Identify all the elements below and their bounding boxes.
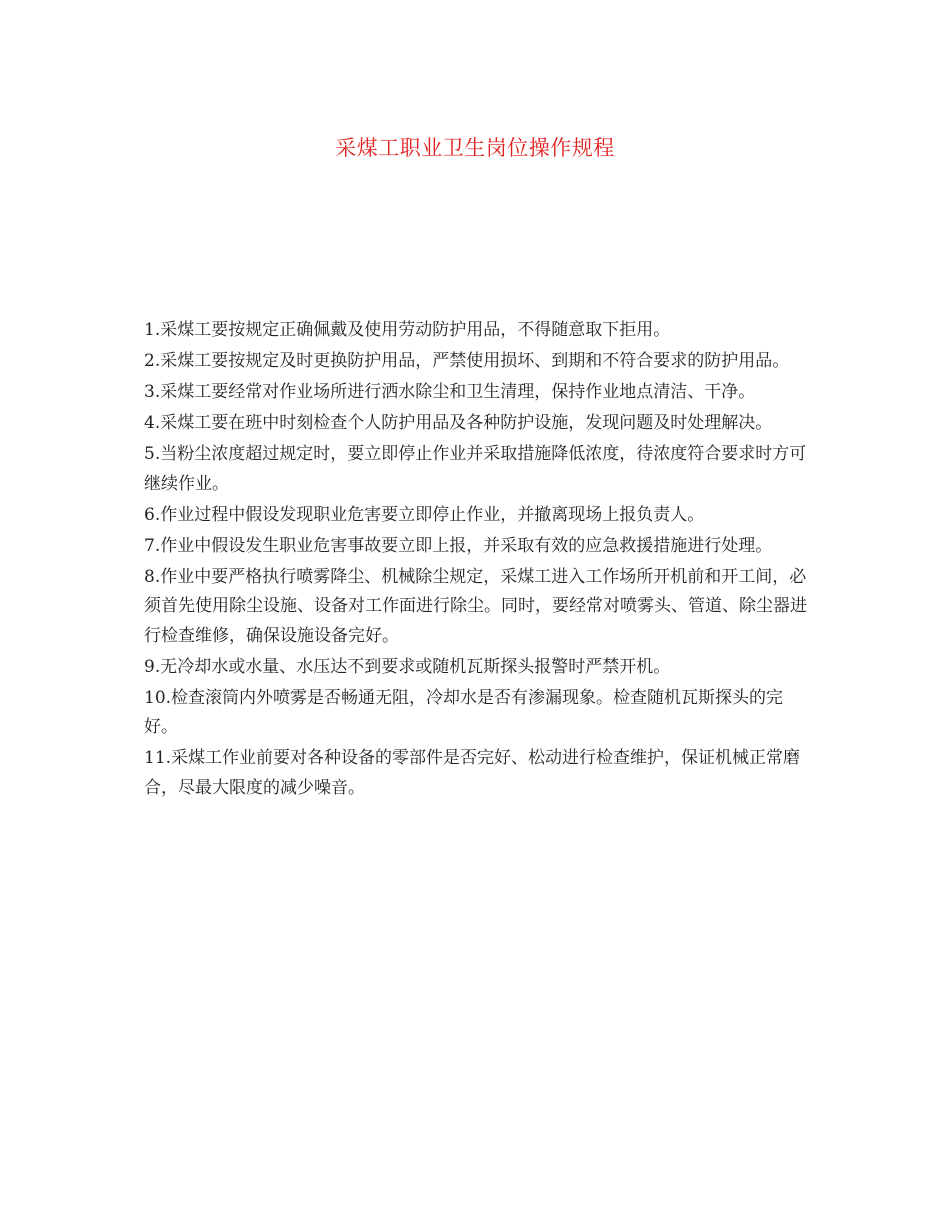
paragraph-10: 10.检查滚筒内外喷雾是否畅通无阻，冷却水是否有渗漏现象。检查随机瓦斯探头的完好。 xyxy=(144,687,784,737)
paragraph-2: 2.采煤工要按规定及时更换防护用品，严禁使用损坏、到期和不符合要求的防护用品。 xyxy=(144,351,790,371)
paragraph-9: 9.无冷却水或水量、水压达不到要求或随机瓦斯探头报警时严禁开机。 xyxy=(144,656,671,677)
paragraph-11: 11.采煤工作业前要对各种设备的零部件是否完好、松动进行检查维护，保证机械正常磨合，尽最大限度的减少噪音。 xyxy=(144,748,801,798)
paragraph-7: 7.作业中假设发生职业危害事故要立即上报，并采取有效的应急救援措施进行处理。 xyxy=(144,535,773,556)
document-body xyxy=(144,316,812,805)
paragraph-6: 6.作业过程中假设发现职业危害要立即停止作业，并撤离现场上报负责人。 xyxy=(144,504,705,525)
document-title: 采煤工职业卫生岗位操作规程 xyxy=(335,136,615,160)
paragraph-1: 1.采煤工要按规定正确佩戴及使用劳动防护用品，不得随意取下拒用。 xyxy=(144,320,671,340)
paragraph-3: 3.采煤工要经常对作业场所进行洒水除尘和卫生清理，保持作业地点清洁、干净。 xyxy=(144,382,756,402)
paragraph-8: 8.作业中要严格执行喷雾降尘、机械除尘规定，采煤工进入工作场所开机前和开工间，必须首先使用除尘设施、设备对工作面进行除尘。同时，要经常对喷雾头、管道、除尘器进行检查维修，确保设施设备完好。 xyxy=(144,566,807,646)
paragraph-5: 5.当粉尘浓度超过规定时，要立即停止作业并采取措施降低浓度，待浓度符合要求时方可继续作业。 xyxy=(144,444,807,494)
paragraph-4: 4.采煤工要在班中时刻检查个人防护用品及各种防护设施，发现问题及时处理解决。 xyxy=(144,413,773,433)
